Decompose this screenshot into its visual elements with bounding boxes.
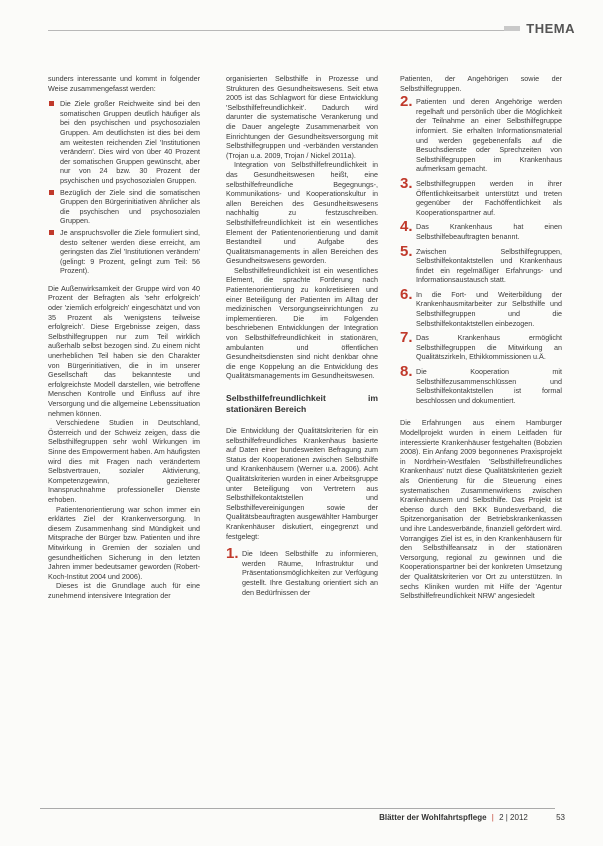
paragraph: Patienten, der Angehörigen sowie der Selbsthilfegruppen. xyxy=(400,74,562,93)
paragraph: Selbsthilfefreundlichkeit ist ein wesentliches Element, die sprachte Forderung nach Patientenorientierung zu konkretisieren und einer Beteiligung der Patienten im Alltag der medizinischen Versorgungseinrichtungen zu implementieren. Die im Folgenden beschriebenen Entwicklungen der Integration von Selbsthilfefreundlichkeit in stationären, ambulanten und öffentlichen Gesundheitsdiensten sind nicht denkbar ohne die enge Koppelung an die Entwicklung des Qualitätsmanagements im Gesundheitswesen. xyxy=(226,265,378,381)
numbered-list xyxy=(400,93,562,405)
list-item xyxy=(400,242,562,285)
issue-number: 2 | 2012 xyxy=(499,813,528,822)
paragraph: Patientenorientierung war schon immer ein erklärtes Ziel der Krankenversorgung. In diesem Zusammenhang sind Mündigkeit und Mitsprache der Bürger bzw. Patienten und ihre Mitwirkung in Gremien der sozialen und gesundheitlichen Sicherung in den letzten Jahren immer bedeutsamer geworden (Robert-Koch-Institut 2004 und 2006). xyxy=(48,504,200,581)
list-item xyxy=(400,93,562,174)
list-item-text: Bezüglich der Ziele sind die somatischen Gruppen den Bürgerinitiativen ähnlicher als die psychischen und psychosozialen Gruppen. xyxy=(60,187,200,226)
header-rule xyxy=(48,30,504,31)
magazine-title: Blätter der Wohlfahrtspflege xyxy=(379,813,487,822)
column-2 xyxy=(226,74,378,602)
subheading: Selbsthilfefreundlichkeit im stationären Bereich xyxy=(226,393,378,414)
list-item-text: Je anspruchsvoller die Ziele formuliert sind, desto seltener werden diese erreicht, am geringsten das Ziel 'Institutionen verändern' (gelingt: 9 Prozent, gelingt zum Teil: 56 Prozent). xyxy=(60,227,200,276)
list-number: 3. xyxy=(400,174,413,192)
page-footer: Blätter der Wohlfahrtspflege | 2 | 2012 53 xyxy=(379,813,565,822)
list-item xyxy=(400,218,562,241)
paragraph: Die Außenwirksamkeit der Gruppe wird von 40 Prozent der Befragten als 'sehr erfolgreich' oder 'ziemlich erfolgreich' eingeschätzt und von 35 Prozent als 'wenigstens teilweise erfolgreich'. Diese Ergebnisse zeigen, dass Selbsthilfegruppen nur zum Teil wirklich außerhalb selbst bezogen sind. Zu einem nicht unerheblichen Teil haben sie den Charakter von Bürgerinitiativen, die in im unserer Gesellschaft das bekannteste und erfolgreichste Modell darstellen, wie betroffene Menschen Kontrolle und Einfluss auf ihre Versorgung und die allgemeine Lebenssituation nehmen können. xyxy=(48,283,200,418)
square-bullet-icon xyxy=(49,101,54,106)
list-item-text: Die Ideen Selbsthilfe zu informieren, werden Räume, Infrastruktur und Präsentationsmöglichkeiten zur Verfügung gestellt. Ihre Gestaltung orientiert sich an den Bedürfnissen der xyxy=(242,549,378,597)
list-number: 5. xyxy=(400,242,413,260)
list-item-text: Die Kooperation mit Selbsthilfezusammenschlüssen und Selbsthilfekontaktstellen ist formal beschlossen und dokumentiert. xyxy=(416,367,562,405)
list-number: 7. xyxy=(400,329,413,347)
page-number: 53 xyxy=(556,813,565,822)
square-bullet-icon xyxy=(49,230,54,235)
footer-rule xyxy=(40,808,555,809)
paragraph: Dieses ist die Grundlage auch für eine zunehmend intensivere Integration der xyxy=(48,581,200,600)
list-number: 8. xyxy=(400,363,413,381)
list-number: 2. xyxy=(400,93,413,111)
list-item xyxy=(400,285,562,328)
list-item-text: In die Fort- und Weiterbildung der Krankenhausmitarbeiter zur Selbsthilfe und Selbsthilfegruppen und die Selbsthilfekontaktstellen einbezogen. xyxy=(416,289,562,328)
list-item xyxy=(48,228,200,276)
header-accent-bar xyxy=(504,26,520,31)
list-item xyxy=(400,174,562,217)
paragraph: sunders interessante und kommt in folgender Weise zusammengefasst werden: xyxy=(48,74,200,93)
list-item-text: Das Krankenhaus hat einen Selbsthilfebeauftragten benannt. xyxy=(416,222,562,241)
list-number: 4. xyxy=(400,218,413,236)
column-3 xyxy=(400,74,562,601)
list-item xyxy=(400,329,562,362)
list-item-text: Selbsthilfegruppen werden in ihrer Öffentlichkeitsarbeit unterstützt und treten gegenüber der Fachöffentlichkeit als Kooperationspartner auf. xyxy=(416,178,562,217)
list-item-text: Patienten und deren Angehörige werden regelhaft und persönlich über die Möglichkeit der Teilnahme an einer Selbsthilfegruppe informiert. Sie erhalten Informationsmaterial und werden gegebenenfalls auf die Besuchsdienste oder Sprechzeiten von Selbsthilfegruppen im Krankenhaus aufmerksam gemacht. xyxy=(416,97,562,174)
list-item-text: Zwischen Selbsthilfegruppen, Selbsthilfekontaktstellen und Krankenhaus findet ein regelmäßiger Erfahrungs- und Informationsaustausch statt. xyxy=(416,246,562,285)
bullet-list xyxy=(48,99,200,276)
list-item xyxy=(48,99,200,185)
column-1 xyxy=(48,74,200,600)
section-label: THEMA xyxy=(526,21,575,36)
paragraph: Integration von Selbsthilfefreundlichkeit in das Gesundheitswesen heißt, eine selbsthilfefreundliche Begegnungs-, Kommunikations- und Kooperationskultur in allen Bereichen des Gesundheitswesens nachhaltig zu festzuschreiben. Selbsthilfefreundlichkeit ist ein wesentliches Element der Patientenorientierung und damit Bestandteil und Aufgabe des Qualitätsmanagements in allen Bereichen des Gesundheitswesens geworden. xyxy=(226,160,378,266)
list-number: 1. xyxy=(226,545,239,563)
list-item xyxy=(400,363,562,405)
list-item-text: Das Krankenhaus ermöglicht Selbsthilfegruppen die Mitwirkung an Qualitätszirkeln, Ethikkommissionen u.Ä. xyxy=(416,333,562,362)
paragraph: Verschiedene Studien in Deutschland, Österreich und der Schweiz zeigen, dass die Selbsthilfegruppen sehr wohl Wirkungen im Sinne des Empowerment haben. Am häufigsten wird dies mit Fragen nach verändertem Selbstvertrauen, sozialer Aktivierung, Kompetenzgewinn, gezielterer Inanspruchnahme professioneller Dienste erhoben. xyxy=(48,418,200,504)
square-bullet-icon xyxy=(49,190,54,195)
paragraph: Die Erfahrungen aus einem Hamburger Modellprojekt wurden in einem Leitfaden für interessierte Krankenhäuser festgehalten (Bobzien 2008). Ein Anfang 2009 begonnenes Praxisprojekt in Nordrhein-Westfalen 'Selbsthilfefreundliches Krankenhaus' nutzt diese Qualitätskriterien gezielt als Orientierung für die Steuerung eines systematischen Zusammenwirkens zwischen Krankenhäusern und Selbsthilfe. Das Projekt ist ebenso durch den BKK Bundesverband, die Spitzenorganisation der Betriebskrankenkassen und ihre Landesverbände, finanziell gefördert wird. Vorrangiges Ziel ist es, in den Krankenhäusern für den Selbsthilfeansatz in der stationären Versorgung, regional zu gewinnen und die Kooperationspartner bei der konkreten Umsetzung der Qualitätskriterien vor Ort zu unterstützen. In sechs Kliniken wurden mit Hilfe der 'Agentur Selbsthilfefreundlichkeit NRW' angesiedelt xyxy=(400,418,562,601)
list-item-text: Die Ziele großer Reichweite sind bei den somatischen Gruppen deutlich häufiger als bei den psychischen und psychosozialen Gruppen. Am deutlichsten ist dies bei dem am weitesten reichenden Ziel 'Institutionen verändern'. Dies wird von über 40 Prozent der somatischen Gruppen gewünscht, aber nur von 24 bzw. 30 Prozent der psychischen und psychosozialen Gruppen. xyxy=(60,99,200,185)
paragraph: Die Entwicklung der Qualitätskriterien für ein selbsthilfefreundliches Krankenhaus basierte auf Daten einer bundesweiten Befragung zum Status der Kooperationen zwischen Selbsthilfe und Krankenhäusern (Werner u.a. 2006). Acht Qualitätskriterien wurden in einer Arbeitsgruppe unter Beteiligung von Vertretern aus Selbsthilfekontaktstellen und Selbsthilfevereinigungen sowie der Qualitätsbeauftragten ausgewählter Hamburger Krankenhäuser diskutiert, eingegrenzt und festgelegt: xyxy=(226,426,378,541)
numbered-list xyxy=(226,545,378,597)
list-item xyxy=(226,545,378,597)
list-number: 6. xyxy=(400,285,413,303)
list-item xyxy=(48,188,200,226)
paragraph: organisierten Selbsthilfe in Prozesse und Strukturen des Gesundheitswesens. Seit etwa 2005 ist das Schlagwort für diese Entwicklung 'Selbsthilfefreundlichkeit'. Dadurch wird darunter die systematische Verankerung und die Dauer angelegte Zusammenarbeit von Einrichtungen der Gesundheitsversorgung mit Selbsthilfegruppen und -verbänden verstanden (Trojan u.a. 2009, Trojan / Nickel 2011a). xyxy=(226,74,378,160)
